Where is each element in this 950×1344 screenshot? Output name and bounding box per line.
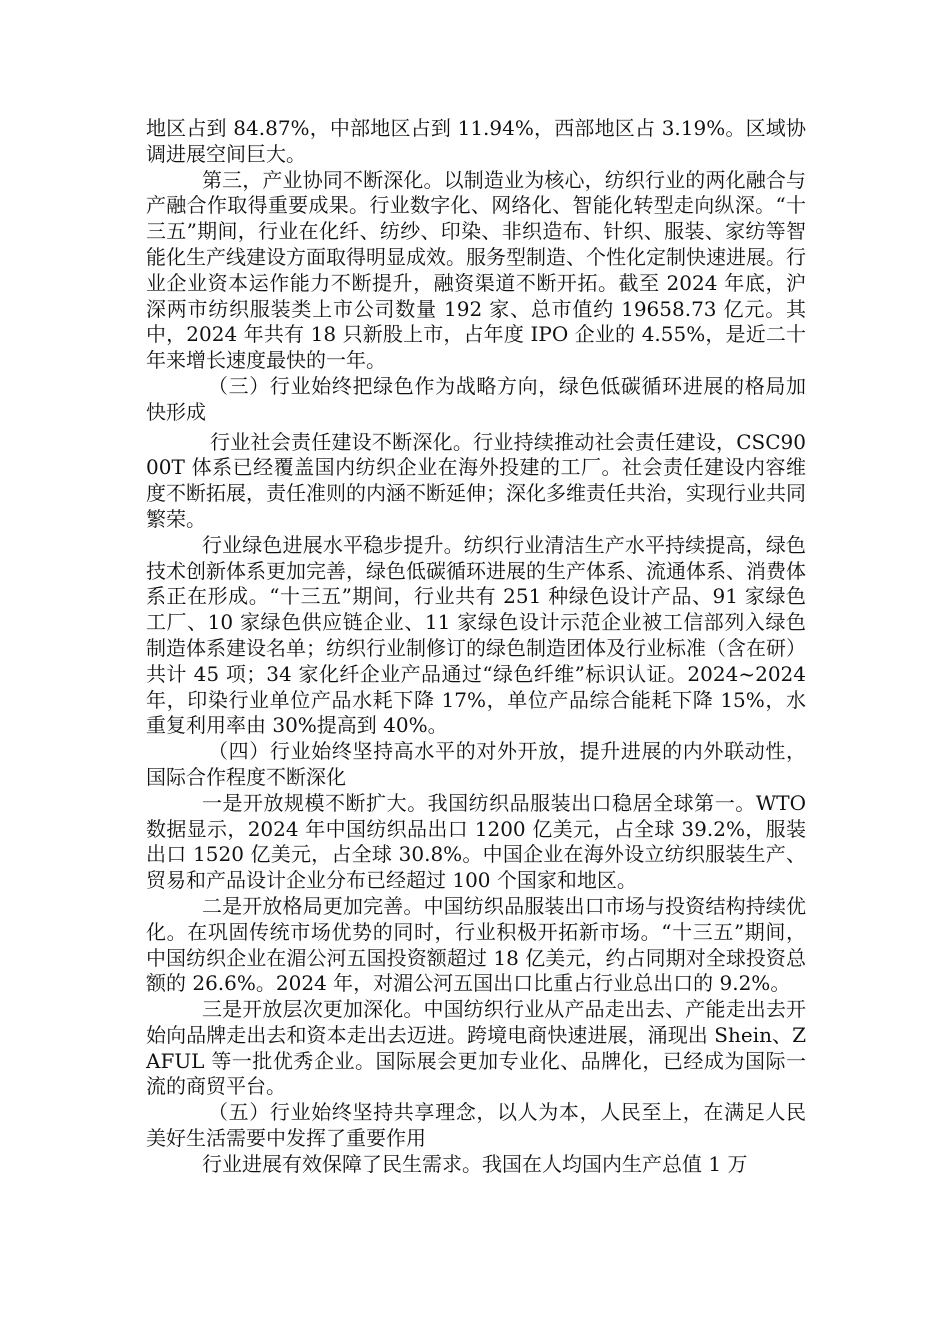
heading-sharing-concept: （五）行业始终坚持共享理念，以人为本，人民至上，在满足人民美好生活需要中发挥了重要作用	[146, 1100, 806, 1151]
paragraph-social-responsibility: 行业社会责任建设不断深化。行业持续推动社会责任建设，CSC9000T 体系已经覆盖国内纺织企业在海外投建的工厂。社会责任建设内容维度不断拓展，责任准则的内涵不断延伸；深化多维责任共治，实现行业共同繁荣。	[146, 429, 806, 531]
paragraph-regional-share: 地区占到 84.87%，中部地区占到 11.94%，西部地区占 3.19%。区域协调进展空间巨大。	[146, 116, 806, 166]
paragraph-opening-pattern: 二是开放格局更加完善。中国纺织品服装出口市场与投资结构持续优化。在巩固传统市场优势的同时，行业积极开拓新市场。“十三五”期间，中国纺织企业在湄公河五国投资额超过 18 亿美元，约占同期对全球投资总额的 26.6%。2024 年，对湄公河五国出口比重占行业总出口的 9.2%。	[146, 893, 806, 996]
document-page	[146, 116, 806, 1178]
paragraph-livelihood: 行业进展有效保障了民生需求。我国在人均国内生产总值 1 万	[202, 1151, 748, 1176]
paragraph-opening-level: 三是开放层次更加深化。中国纺织行业从产品走出去、产能走出去开始向品牌走出去和资本走出去迈进。跨境电商快速进展，涌现出 Shein、ZAFUL 等一批优秀企业。国际展会更加专业化、品牌化，已经成为国际一流的商贸平台。	[146, 997, 806, 1099]
heading-opening-up: （四）行业始终坚持高水平的对外开放，提升进展的内外联动性，国际合作程度不断深化	[146, 739, 806, 789]
paragraph-industry-synergy: 第三，产业协同不断深化。以制造业为核心，纺织行业的两化融合与产融合作取得重要成果。行业数字化、网络化、智能化转型走向纵深。“十三五”期间，行业在化纤、纺纱、印染、非织造布、针织、服装、家纺等智能化生产线建设方面取得明显成效。服务型制造、个性化定制快速进展。行业企业资本运作能力不断提升，融资渠道不断开拓。截至 2024 年底，沪深两市纺织服装类上市公司数量 192 家、总市值约 19658.73 亿元。其中，2024 年共有 18 只新股上市，占年度 IPO 企业的 4.55%，是近二十年来增长速度最快的一年。	[146, 167, 806, 373]
paragraph-opening-scale: 一是开放规模不断扩大。我国纺织品服装出口稳居全球第一。WTO 数据显示，2024 年中国纺织品出口 1200 亿美元，占全球 39.2%，服装出口 1520 亿美元，占全球 30.8%。中国企业在海外设立纺织服装生产、贸易和产品设计企业分布已经超过 100 个国家和地区。	[146, 790, 806, 893]
heading-green-direction: （三）行业始终把绿色作为战略方向，绿色低碳循环进展的格局加快形成	[146, 373, 806, 424]
paragraph-green-progress: 行业绿色进展水平稳步提升。纺织行业清洁生产水平持续提高，绿色技术创新体系更加完善，绿色低碳循环进展的生产体系、流通体系、消费体系正在形成。“十三五”期间，行业共有 251 种绿色设计产品、91 家绿色工厂、10 家绿色供应链企业、11 家绿色设计示范企业被工信部列入绿色制造体系建设名单；纺织行业制修订的绿色制造团体及行业标准（含在研）共计 45 项；34 家化纤企业产品通过“绿色纤维”标识认证。2024~2024 年，印染行业单位产品水耗下降 17%，单位产品综合能耗下降 15%，水重复利用率由 30%提高到 40%。	[146, 532, 806, 738]
